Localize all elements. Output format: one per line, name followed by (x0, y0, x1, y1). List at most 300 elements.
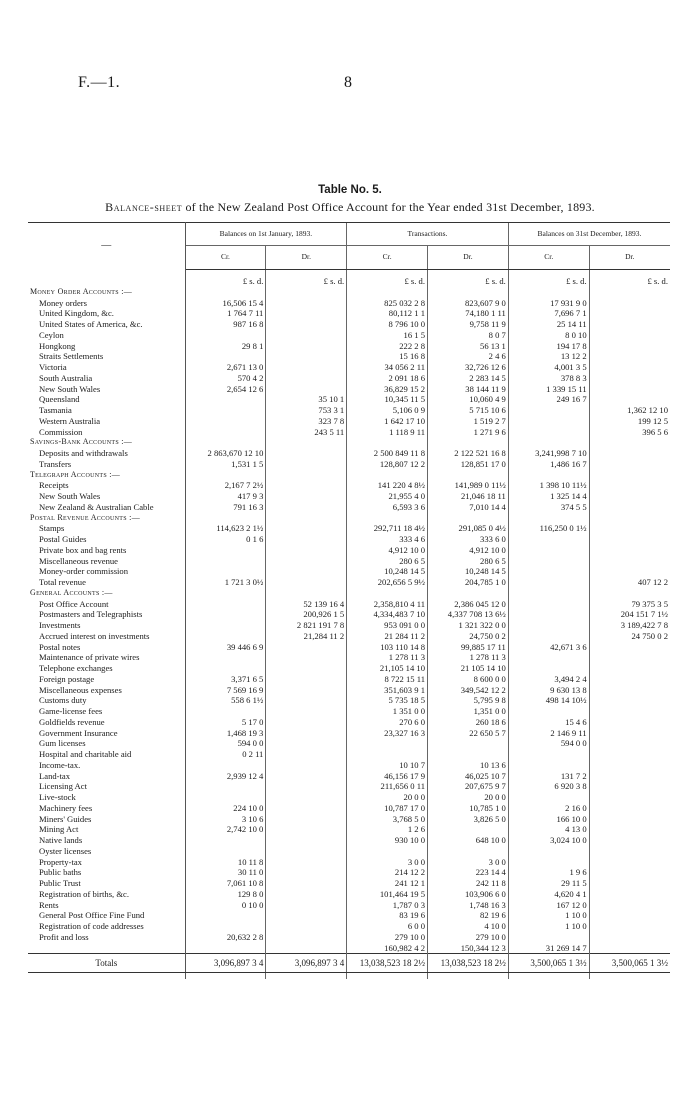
value-cell: 242 11 8 (428, 878, 509, 889)
value-cell: 3 10 6 (185, 814, 266, 825)
value-cell (266, 351, 347, 362)
value-cell (347, 846, 428, 857)
row-label: Miscellaneous revenue (28, 556, 185, 567)
value-cell (428, 287, 509, 298)
value-cell (266, 577, 347, 588)
balance-sheet-table (28, 222, 670, 979)
value-cell: 80,112 1 1 (347, 308, 428, 319)
value-cell: 2,742 10 0 (185, 824, 266, 835)
row-label: Registration of births, &c. (28, 889, 185, 900)
table-row (28, 824, 670, 835)
value-cell (508, 749, 589, 760)
value-cell (266, 437, 347, 448)
value-cell (589, 341, 670, 352)
table-row (28, 308, 670, 319)
value-cell (266, 652, 347, 663)
value-cell (589, 319, 670, 330)
value-cell: 1 764 7 11 (185, 308, 266, 319)
value-cell: 166 10 0 (508, 814, 589, 825)
value-cell: 2,386 045 12 0 (428, 599, 509, 610)
row-label: United Kingdom, &c. (28, 308, 185, 319)
value-cell (508, 631, 589, 642)
value-cell (589, 384, 670, 395)
value-cell: 23,327 16 3 (347, 728, 428, 739)
value-cell (508, 513, 589, 524)
value-cell: 21 284 11 2 (347, 631, 428, 642)
table-row (28, 599, 670, 610)
value-cell: 114,623 2 1½ (185, 523, 266, 534)
value-cell: 20 0 0 (347, 792, 428, 803)
value-cell: 241 12 1 (347, 878, 428, 889)
table-row (28, 631, 670, 642)
subheader-opening-dr: Dr. (266, 246, 347, 270)
table-row (28, 556, 670, 567)
page-number: 8 (344, 74, 352, 91)
value-cell (266, 513, 347, 524)
row-label: Postal notes (28, 642, 185, 653)
value-cell (266, 857, 347, 868)
units-label-cell (28, 276, 185, 287)
value-cell (589, 814, 670, 825)
value-cell (428, 588, 509, 599)
value-cell: 21,955 4 0 (347, 491, 428, 502)
value-cell (508, 620, 589, 631)
value-cell: 498 14 10½ (508, 695, 589, 706)
value-cell: 2 863,670 12 10 (185, 448, 266, 459)
value-cell: 4,620 4 1 (508, 889, 589, 900)
value-cell (266, 814, 347, 825)
value-cell: 1,351 0 0 (428, 706, 509, 717)
table-row (28, 502, 670, 513)
value-cell: 1 642 17 10 (347, 416, 428, 427)
value-cell (266, 685, 347, 696)
value-cell (589, 491, 670, 502)
row-label: Income-tax. (28, 760, 185, 771)
value-cell (589, 889, 670, 900)
value-cell: 8 0 7 (428, 330, 509, 341)
value-cell (508, 470, 589, 481)
value-cell (185, 513, 266, 524)
row-label: Commission (28, 427, 185, 438)
value-cell (185, 416, 266, 427)
row-label: Accrued interest on investments (28, 631, 185, 642)
row-label: Victoria (28, 362, 185, 373)
group-header-closing-balances: Balances on 31st December, 1893. (508, 223, 670, 246)
value-cell: 2 091 18 6 (347, 373, 428, 384)
value-cell: 3,371 6 5 (185, 674, 266, 685)
row-label: Goldfields revenue (28, 717, 185, 728)
units-row (28, 276, 670, 287)
value-cell: 25 14 11 (508, 319, 589, 330)
value-cell: 1 10 0 (508, 921, 589, 932)
category-row (28, 588, 670, 599)
value-cell (428, 824, 509, 835)
value-cell (508, 427, 589, 438)
value-cell (508, 577, 589, 588)
value-cell (508, 416, 589, 427)
value-cell (266, 341, 347, 352)
group-header-transactions: Transactions. (347, 223, 509, 246)
units-cell: £ s. d. (428, 276, 509, 287)
row-label: Western Australia (28, 416, 185, 427)
value-cell: 279 10 0 (428, 932, 509, 943)
value-cell (428, 846, 509, 857)
value-cell (266, 287, 347, 298)
value-cell (508, 857, 589, 868)
value-cell (508, 792, 589, 803)
table-row (28, 771, 670, 782)
value-cell: 5 715 10 6 (428, 405, 509, 416)
value-cell (266, 384, 347, 395)
value-cell: 930 10 0 (347, 835, 428, 846)
value-cell: 131 7 2 (508, 771, 589, 782)
value-cell (589, 513, 670, 524)
value-cell: 279 10 0 (347, 932, 428, 943)
value-cell: 8 0 10 (508, 330, 589, 341)
row-label: Receipts (28, 480, 185, 491)
table-row (28, 781, 670, 792)
value-cell: 21 105 14 10 (428, 663, 509, 674)
value-cell: 21,046 18 11 (428, 491, 509, 502)
table-row (28, 566, 670, 577)
value-cell: 2 500 849 11 8 (347, 448, 428, 459)
value-cell: 2,654 12 6 (185, 384, 266, 395)
value-cell (266, 459, 347, 470)
row-label: Total revenue (28, 577, 185, 588)
value-cell: 1 10 0 (508, 910, 589, 921)
value-cell: 6 920 3 8 (508, 781, 589, 792)
value-cell: 1 339 15 11 (508, 384, 589, 395)
value-cell (508, 609, 589, 620)
value-cell: 2 283 14 5 (428, 373, 509, 384)
value-cell: 31 269 14 7 (508, 943, 589, 954)
value-cell: 103,906 6 0 (428, 889, 509, 900)
value-cell: 7,010 14 4 (428, 502, 509, 513)
value-cell: 0 1 6 (185, 534, 266, 545)
value-cell: 10 10 7 (347, 760, 428, 771)
value-cell: 987 16 8 (185, 319, 266, 330)
value-cell: 3,024 10 0 (508, 835, 589, 846)
category-row (28, 513, 670, 524)
row-label: Registration of code addresses (28, 921, 185, 932)
value-cell (266, 480, 347, 491)
value-cell: 24,750 0 2 (428, 631, 509, 642)
value-cell (508, 663, 589, 674)
value-cell (508, 588, 589, 599)
value-cell: 1,468 19 3 (185, 728, 266, 739)
value-cell: 8 796 10 0 (347, 319, 428, 330)
value-cell: 1 278 11 3 (428, 652, 509, 663)
value-cell (428, 437, 509, 448)
value-cell (589, 470, 670, 481)
value-cell (589, 771, 670, 782)
row-label: Customs duty (28, 695, 185, 706)
table-row (28, 620, 670, 631)
value-cell (266, 545, 347, 556)
value-cell: 223 14 4 (428, 867, 509, 878)
units-cell: £ s. d. (508, 276, 589, 287)
value-cell (185, 405, 266, 416)
value-cell: 83 19 6 (347, 910, 428, 921)
value-cell: 417 9 3 (185, 491, 266, 502)
value-cell: 5 17 0 (185, 717, 266, 728)
subheader-transactions-dr: Dr. (428, 246, 509, 270)
value-cell: 30 11 0 (185, 867, 266, 878)
row-label: Oyster licenses (28, 846, 185, 857)
value-cell: 648 10 0 (428, 835, 509, 846)
row-label: Machinery fees (28, 803, 185, 814)
value-cell (185, 652, 266, 663)
value-cell (347, 588, 428, 599)
value-cell: 207,675 9 7 (428, 781, 509, 792)
table-row (28, 814, 670, 825)
value-cell: 34 056 2 11 (347, 362, 428, 373)
value-cell: 953 091 0 0 (347, 620, 428, 631)
value-cell (185, 706, 266, 717)
total-opening-dr: 3,096,897 3 4 (266, 954, 347, 973)
value-cell (589, 362, 670, 373)
value-cell (589, 674, 670, 685)
value-cell (266, 362, 347, 373)
table-row (28, 878, 670, 889)
table-subtitle (0, 200, 700, 215)
value-cell (185, 599, 266, 610)
row-label: Rents (28, 900, 185, 911)
value-cell (589, 652, 670, 663)
value-cell (589, 642, 670, 653)
row-label: Ceylon (28, 330, 185, 341)
value-cell (266, 373, 347, 384)
value-cell: 199 12 5 (589, 416, 670, 427)
value-cell: 4 13 0 (508, 824, 589, 835)
value-cell (589, 287, 670, 298)
value-cell: 570 4 2 (185, 373, 266, 384)
value-cell: 260 18 6 (428, 717, 509, 728)
totals-row (28, 954, 670, 973)
row-label: Native lands (28, 835, 185, 846)
value-cell: 594 0 0 (185, 738, 266, 749)
row-label: Live-stock (28, 792, 185, 803)
value-cell: 2 146 9 11 (508, 728, 589, 739)
value-cell (266, 663, 347, 674)
value-cell: 1 519 2 7 (428, 416, 509, 427)
value-cell: 13 12 2 (508, 351, 589, 362)
value-cell (266, 298, 347, 309)
value-cell (508, 932, 589, 943)
value-cell (589, 394, 670, 405)
subheader-opening-cr: Cr. (185, 246, 266, 270)
value-cell: 103 110 14 8 (347, 642, 428, 653)
value-cell: 2 16 0 (508, 803, 589, 814)
row-label: New South Wales (28, 384, 185, 395)
row-label: Profit and loss (28, 932, 185, 943)
value-cell (185, 287, 266, 298)
table-row (28, 706, 670, 717)
value-cell: 5,106 0 9 (347, 405, 428, 416)
table-row (28, 330, 670, 341)
row-label: Tasmania (28, 405, 185, 416)
value-cell (185, 470, 266, 481)
value-cell (589, 523, 670, 534)
value-cell (589, 803, 670, 814)
value-cell: 224 10 0 (185, 803, 266, 814)
value-cell (266, 556, 347, 567)
value-cell (589, 298, 670, 309)
value-cell: 4 10 0 (428, 921, 509, 932)
table-row (28, 835, 670, 846)
value-cell (266, 900, 347, 911)
value-cell: 101,464 19 5 (347, 889, 428, 900)
value-cell: 38 144 11 9 (428, 384, 509, 395)
table-row (28, 910, 670, 921)
value-cell: 3 0 0 (347, 857, 428, 868)
category-row (28, 470, 670, 481)
value-cell (428, 513, 509, 524)
value-cell (185, 351, 266, 362)
subtitle-lead: Balance-sheet (105, 200, 183, 214)
subheader-closing-cr: Cr. (508, 246, 589, 270)
value-cell: 128,851 17 0 (428, 459, 509, 470)
group-header-opening-balances: Balances on 1st January, 1893. (185, 223, 347, 246)
row-label: Postal Guides (28, 534, 185, 545)
table-row (28, 609, 670, 620)
label-column-header: — (28, 223, 185, 270)
value-cell (589, 502, 670, 513)
table-row (28, 674, 670, 685)
value-cell (589, 717, 670, 728)
value-cell (266, 502, 347, 513)
value-cell: 1 325 14 4 (508, 491, 589, 502)
value-cell: 4,001 3 5 (508, 362, 589, 373)
table-row (28, 857, 670, 868)
value-cell (266, 792, 347, 803)
value-cell: 6,593 3 6 (347, 502, 428, 513)
value-cell (589, 857, 670, 868)
value-cell: 36,829 15 2 (347, 384, 428, 395)
value-cell (266, 803, 347, 814)
value-cell (266, 674, 347, 685)
value-cell: 16 1 5 (347, 330, 428, 341)
value-cell: 8 722 15 11 (347, 674, 428, 685)
value-cell: 10 11 8 (185, 857, 266, 868)
value-cell: 2,167 7 2½ (185, 480, 266, 491)
table-row (28, 846, 670, 857)
value-cell: 3,768 5 0 (347, 814, 428, 825)
row-label: United States of America, &c. (28, 319, 185, 330)
value-cell (589, 943, 670, 954)
value-cell: 280 6 5 (347, 556, 428, 567)
value-cell: 1,486 16 7 (508, 459, 589, 470)
table-row (28, 362, 670, 373)
row-label: South Australia (28, 373, 185, 384)
value-cell: 2,939 12 4 (185, 771, 266, 782)
value-cell (508, 706, 589, 717)
value-cell (589, 685, 670, 696)
category-row (28, 437, 670, 448)
value-cell: 46,156 17 9 (347, 771, 428, 782)
value-cell (185, 620, 266, 631)
value-cell (589, 910, 670, 921)
value-cell: 7 569 16 9 (185, 685, 266, 696)
table-row (28, 319, 670, 330)
total-transactions-cr: 13,038,523 18 2½ (347, 954, 428, 973)
value-cell: 374 5 5 (508, 502, 589, 513)
value-cell (589, 566, 670, 577)
value-cell (266, 824, 347, 835)
value-cell: 15 4 6 (508, 717, 589, 728)
row-label (28, 943, 185, 954)
value-cell: 9,758 11 9 (428, 319, 509, 330)
table-row (28, 943, 670, 954)
value-cell: 3,494 2 4 (508, 674, 589, 685)
value-cell: 349,542 12 2 (428, 685, 509, 696)
value-cell: 99,885 17 11 (428, 642, 509, 653)
value-cell (508, 599, 589, 610)
value-cell (508, 556, 589, 567)
row-label: Hongkong (28, 341, 185, 352)
value-cell: 558 6 1½ (185, 695, 266, 706)
value-cell: 3,241,998 7 10 (508, 448, 589, 459)
value-cell: 52 139 16 4 (266, 599, 347, 610)
value-cell: 16,506 15 4 (185, 298, 266, 309)
value-cell (266, 534, 347, 545)
value-cell (266, 642, 347, 653)
table-row (28, 900, 670, 911)
subheader-closing-dr: Dr. (589, 246, 670, 270)
row-label: Postmasters and Telegraphists (28, 609, 185, 620)
value-cell (266, 835, 347, 846)
subtitle-rest: of the New Zealand Post Office Account for the Year ended 31st December, 1893. (185, 200, 595, 214)
value-cell (589, 760, 670, 771)
value-cell: 128,807 12 2 (347, 459, 428, 470)
row-label: Money orders (28, 298, 185, 309)
value-cell (589, 706, 670, 717)
value-cell: 4,912 10 0 (347, 545, 428, 556)
value-cell (185, 545, 266, 556)
value-cell (589, 728, 670, 739)
value-cell (185, 846, 266, 857)
value-cell (508, 545, 589, 556)
value-cell (266, 846, 347, 857)
value-cell: 1 721 3 0½ (185, 577, 266, 588)
table-row (28, 803, 670, 814)
category-label: Money Order Accounts :— (28, 287, 185, 298)
value-cell (266, 728, 347, 739)
value-cell (347, 470, 428, 481)
value-cell: 4,912 10 0 (428, 545, 509, 556)
value-cell: 32,726 12 6 (428, 362, 509, 373)
value-cell: 129 8 0 (185, 889, 266, 900)
value-cell: 1 278 11 3 (347, 652, 428, 663)
value-cell (589, 556, 670, 567)
value-cell (589, 921, 670, 932)
table-row (28, 341, 670, 352)
value-cell: 2 821 191 7 8 (266, 620, 347, 631)
value-cell: 56 13 1 (428, 341, 509, 352)
column-group-header-row (28, 223, 670, 246)
value-cell (589, 448, 670, 459)
value-cell (589, 846, 670, 857)
value-cell (266, 867, 347, 878)
value-cell (185, 556, 266, 567)
value-cell (185, 394, 266, 405)
value-cell (266, 738, 347, 749)
value-cell: 22 650 5 7 (428, 728, 509, 739)
table-row (28, 728, 670, 739)
value-cell: 2 4 6 (428, 351, 509, 362)
table-row (28, 534, 670, 545)
value-cell (185, 663, 266, 674)
